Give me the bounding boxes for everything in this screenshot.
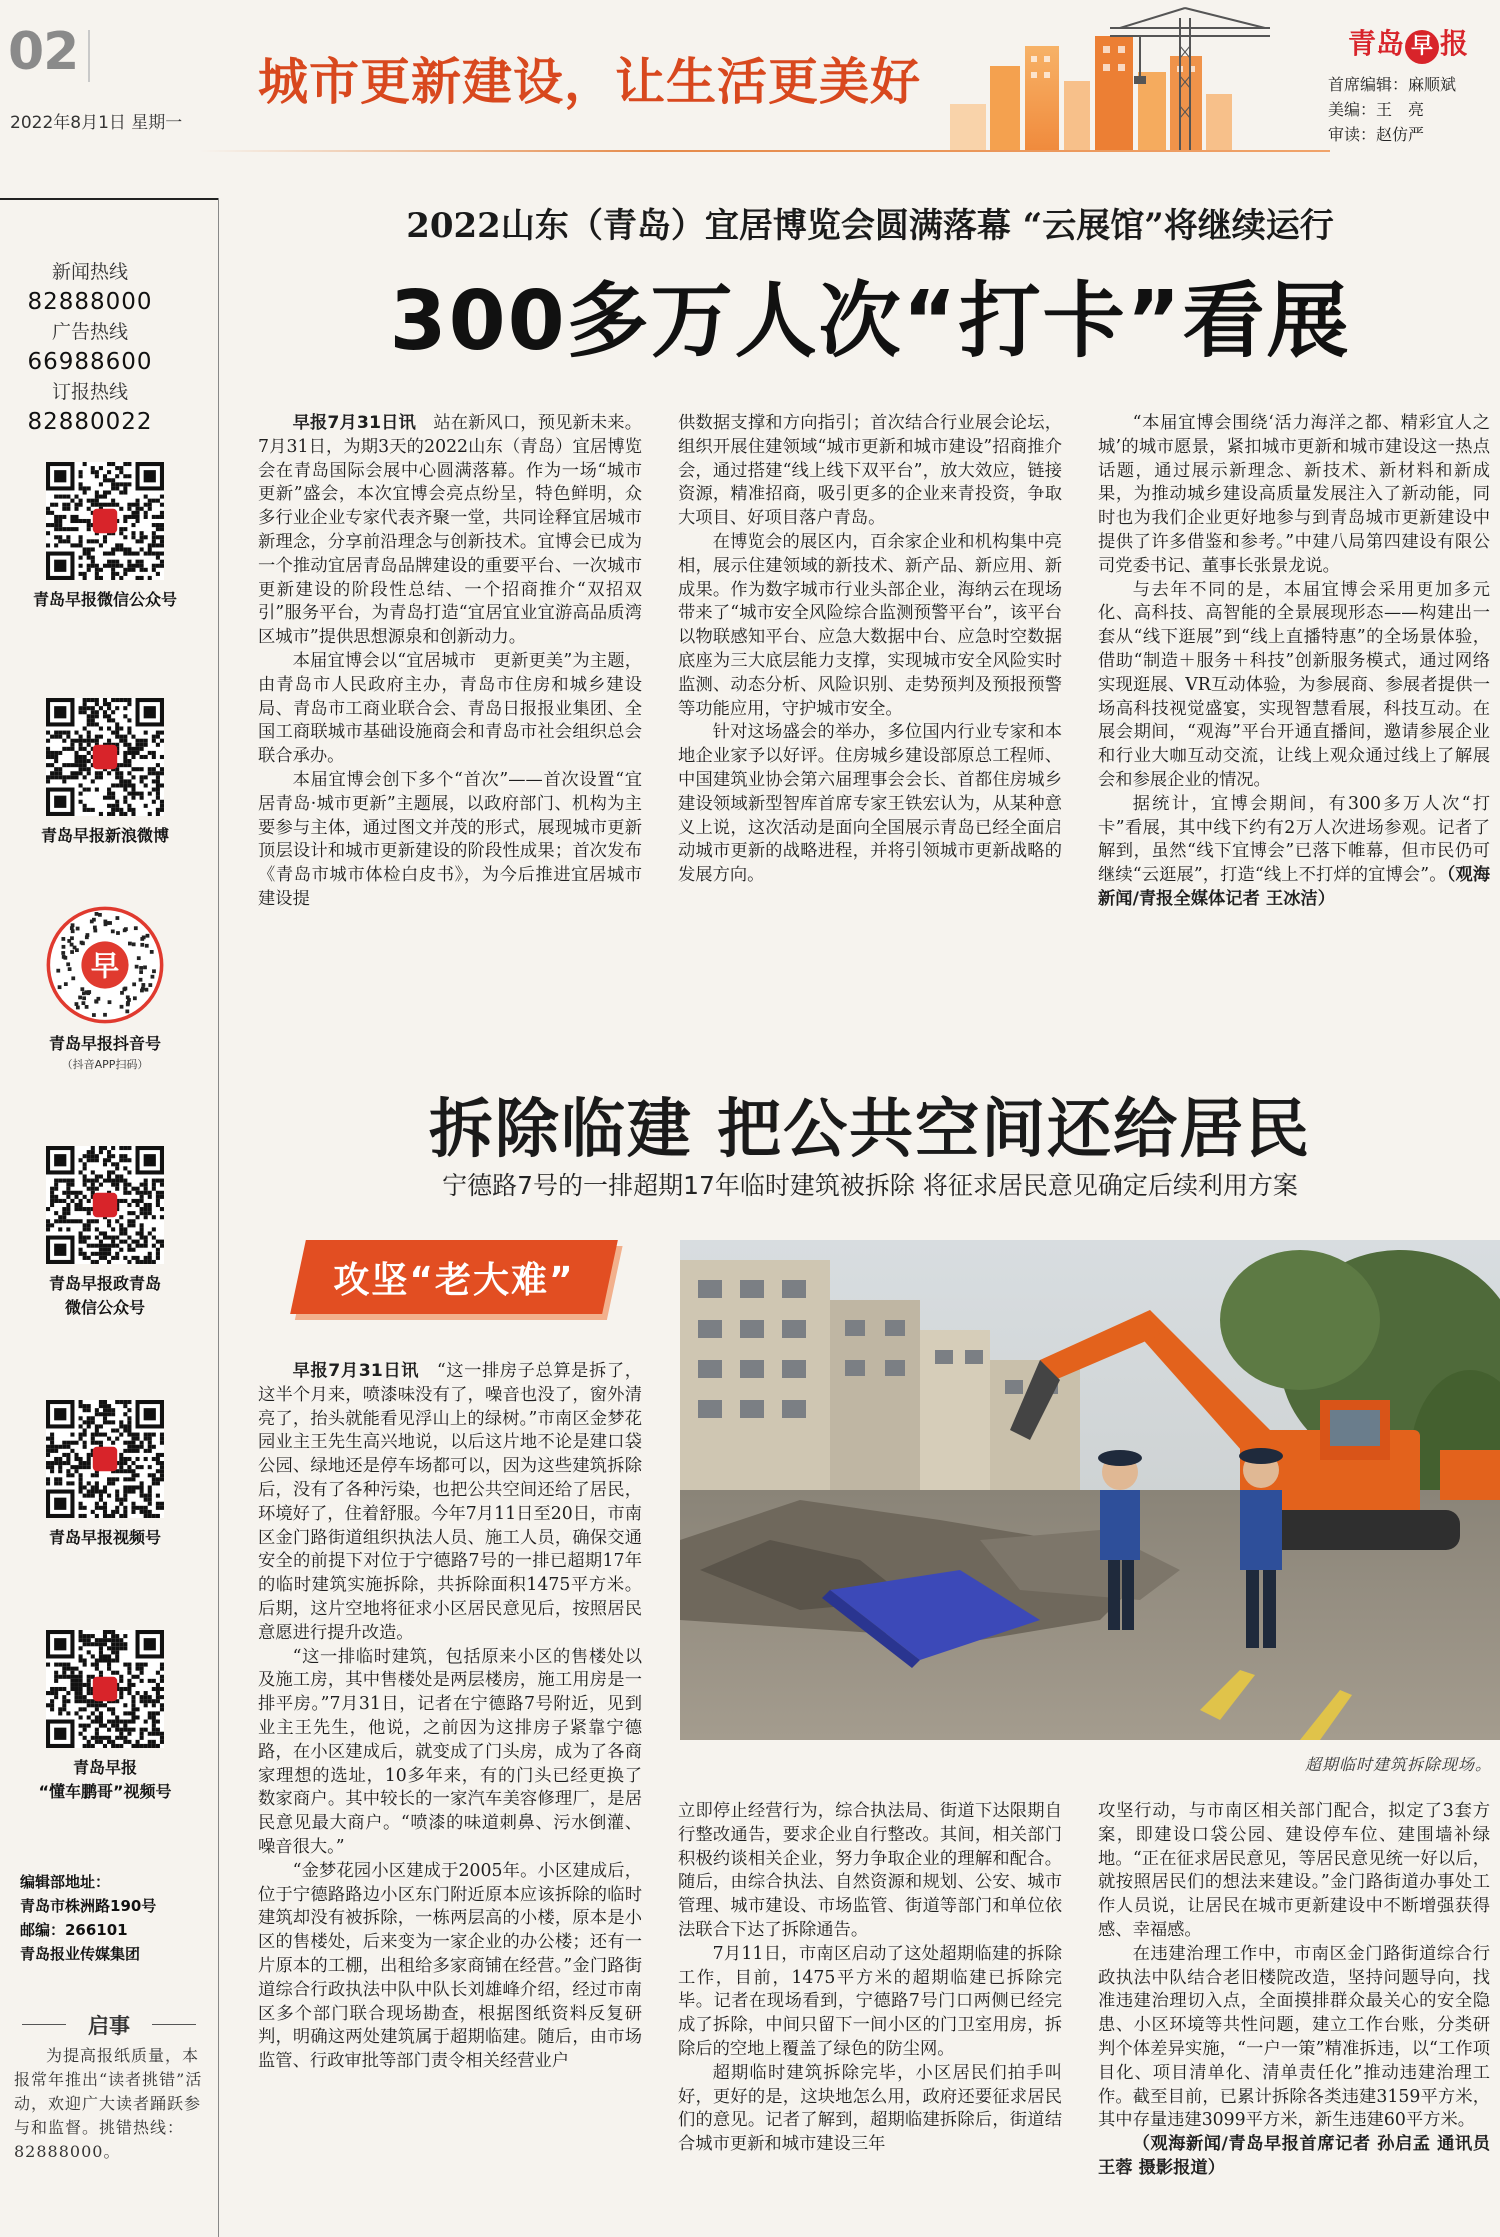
article-paragraph: 攻坚行动，与市南区相关部门配合，拟定了3套方案，即建设口袋公园、建设停车位、建围墙补绿地。“正在征求居民意见，等居民意见统一好以后，就按照居民们的想法来建设。”金门路街道办事处工作人员说，让居民在城市更新建设中不断增强获得感、幸福感。 [1098,1801,1490,1940]
article-paragraph: 与去年不同的是，本届宜博会采用更加多元化、高科技、高智能的全景展现形态——构建出一套从“线下逛展”到“线上直播特惠”的全场景体验，借助“制造＋服务＋科技”创新服务模式，通过网络实现逛展、VR互动体验，为参展商、参展者提供一场高科技视觉盛宴，实现智慧看展，科技互动。在展会期间，“观海”平台开通直播间，邀请参展企业和行业大咖互动交流，让线上观众通过线上了解展会和参展企业的情况。 [1098,579,1490,790]
qr-caption: 青岛早报政青岛 微信公众号 [48,1274,161,1317]
article1-subhead: 2022山东（青岛）宜居博览会圆满落幕 “云展馆”将继续运行 [406,206,1334,246]
article-paragraph: “这一排临时建筑，包括原来小区的售楼处以及施工房，其中售楼处是两层楼房，施工用房是一排平房。”7月31日，记者在宁德路7号附近，见到业主王先生，他说，之前因为这排房子紧靠宁德路，在小区建成后，就变成了门头房，成为了各商家理想的选址，10多年来，有的门头已经更换了数家商户。其中较长的一家汽车美容修理厂，是居民意见最大商户。“喷漆的味道刺鼻、污水倒灌、噪音很大。” [258,1646,642,1857]
paragraph-text: 据统计，宜博会期间，有300多万人次“打卡”看展，其中线下约有2万人次进场参观。记者了解到，虽然“线下宜博会”已落下帷幕，但市民仍可继续“云逛展”，打造“线上不打烊的宜博会”。 [1098,793,1490,886]
demolition-scene-photo [680,1240,1500,1740]
hotline-label: 订报热线 [51,381,128,403]
article-paragraph: 超期临时建筑拆除完毕，小区居民们拍手叫好，更好的是，这块地怎么用，政府还要征求居民们的意见。记者了解到，超期临建拆除后，街道结合城市更新和城市建设三年 [678,2062,1062,2155]
address-label: 编辑部地址： [20,1873,111,1891]
article2-byline: （观海新闻/青岛早报首席记者 孙启孟 通讯员 王蓉 摄影报道） [1098,2134,1490,2178]
subscribe-hotline [0,378,180,438]
notice-title: 启事 [14,2010,204,2040]
brand-logo [1348,22,1468,64]
article1-column-3 [1098,412,1490,1004]
art-editor: 美编：王 亮 [1328,100,1425,119]
qr-wechat[interactable] [0,462,210,612]
issue-date: 2022年8月1日 星期一 [10,113,183,133]
page-number-divider [88,30,90,82]
article2-column-1 [258,1360,642,2237]
dateline: 早报7月31日讯 [292,413,416,433]
qr-zhengqingdao[interactable] [0,1146,210,1320]
city-skyline-crane-icon [930,6,1290,156]
article-paragraph: 供数据支撑和方向指引；首次结合行业展会论坛，组织开展住建领域“城市更新和城市建设”招商推介会，通过搭建“线上线下双平台”，放大效应，链接资源，精准招商，吸引更多的企业来青投资，争取大项目、好项目落户青岛。 [678,413,1062,529]
article-paragraph: 在博览会的展区内，百余家企业和机构集中亮相，展示住建领域的新技术、新产品、新应用、新成果。作为数字城市行业头部企业，海纳云在现场带来了“城市安全风险综合监测预警平台”，该平台以物联感知平台、应急大数据中台、应急时空数据底座为三大底层能力支撑，实现城市安全风险实时监测、动态分析、风险识别、走势预判及预报预警等功能应用，守护城市安全。 [678,531,1062,719]
brand-suffix: 报 [1440,27,1469,60]
article-paragraph: 针对这场盛会的举办，多位国内行业专家和本地企业家予以好评。住房城乡建设部原总工程师、中国建筑业协会第六届理事会会长、首都住房城乡建设领域新型智库首席专家王铁宏认为，从某种意义上说，这次活动是面向全国展示青岛已经全面启动城市更新的战略进程，并将引领城市更新战略的发展方向。 [678,722,1062,886]
qr-code-icon [46,698,164,816]
article-paragraph: “本届宜博会围绕‘活力海洋之都、精彩宜人之城’的城市愿景，紧扣城市更新和城市建设这一热点话题，通过展示新理念、新技术、新材料和新成果，为推动城乡建设高质量发展注入了新动能，同时也为我们企业更好地参与到青岛城市更新建设中提供了许多借鉴和参考。”中建八局第四建设有限公司党委书记、董事长张景龙说。 [1098,413,1490,576]
brand-name: 青岛 [1348,27,1405,60]
article-paragraph: “金梦花园小区建成于2005年。小区建成后，位于宁德路路边小区东门附近原本应该拆除的临时建筑却没有被拆除，一栋两层高的小楼，原本是小区的售楼处，后来变为一家企业的办公楼；还有一片原本的工棚，出租给多家商铺在经营。”金门路街道综合行政执法中队中队长刘雄峰介绍，经过市南区多个部门联合现场勘查，根据图纸资料反复研判，明确这两处建筑属于超期临建。随后，由市场监管、行政审批等部门责令相关经营业户 [258,1860,642,2072]
sidebar-top-rule [0,198,218,200]
chief-editor: 首席编辑：麻顺斌 [1328,75,1457,94]
article-paragraph: 7月11日，市南区启动了这处超期临建的拆除工作，目前，1475平方米的超期临建已拆除完毕。记者在现场看到，宁德路7号门口两侧已经完成了拆除，中间只留下一间小区的门卫室用房，拆除后的空地上覆盖了绿色的防尘网。 [678,1943,1062,2059]
qr-weibo[interactable] [0,698,210,848]
editors-credits [1328,72,1456,147]
article2-subhead: 宁德路7号的一排超期17年临时建筑被拆除 将征求居民意见确定后续利用方案 [442,1171,1298,1200]
article1-byline: （观海新闻/青报全媒体记者 王冰洁） [1098,865,1490,909]
article-paragraph: 本届宜博会创下多个“首次”——首次设置“宜居青岛·城市更新”主题展，以政府部门、机构为主要参与主体，通过图文并茂的形式，展现城市更新顶层设计和城市更新建设的阶段性成果；首次发布《青岛市城市体检白皮书》，为今后推进宜居城市建设提 [258,769,642,909]
qr-caption: 青岛早报微信公众号 [32,590,177,609]
article-paragraph: 本届宜博会以“宜居城市 更新更美”为主题，由青岛市人民政府主办，青岛市住房和城乡建设局、青岛市工商业联合会、青岛日报报业集团、全国工商联城市基础设施商会和青岛市社会组织总会联合承办。 [258,650,642,767]
address-postcode: 邮编：266101 [20,1921,128,1939]
page-header [0,0,1500,165]
qr-code-icon [46,1400,164,1518]
header-gradient-rule [200,150,1330,152]
editorial-address [20,1870,156,1966]
tag-label: 攻坚“老大难” [333,1260,575,1301]
qr-code-icon [46,462,164,580]
section-tag [298,1240,610,1314]
hotline-label: 广告热线 [51,321,128,343]
hotline-number: 66988600 [27,349,153,375]
news-hotline [0,258,180,318]
qr-dongche[interactable] [0,1630,210,1804]
ad-hotline [0,318,180,378]
article1-column-1 [258,412,642,1004]
qr-code-icon [46,1630,164,1748]
sidebar-divider [218,198,219,2237]
brand-badge: 早 [1405,30,1439,64]
hotline-number: 82888000 [27,289,153,315]
hotline-number: 82880022 [27,409,153,435]
svg-text:早: 早 [90,949,120,983]
douyin-qr-icon [46,906,164,1024]
section-title: 城市更新建设，让生活更美好 [258,52,921,111]
article-paragraph: 立即停止经营行为，综合执法局、街道下达限期自行整改通告，要求企业自行整改。其间，相关部门积极约谈相关企业，努力争取企业的理解和配合。随后，由综合执法、自然资源和规划、公安、城市管理、城市建设、市场监管、街道等部门和单位依法联合下达了拆除通告。 [678,1801,1062,1940]
qr-caption: 青岛早报抖音号 [48,1034,161,1053]
qr-video[interactable] [0,1400,210,1550]
qr-code-icon [46,1146,164,1264]
article2-headline: 拆除临建 把公共空间还给居民 [428,1093,1312,1167]
qr-caption: 青岛早报新浪微博 [40,826,169,845]
article1-headline: 300多万人次“打卡”看展 [389,274,1351,369]
address-group: 青岛报业传媒集团 [20,1945,141,1963]
proofreader: 审读：赵仿严 [1328,125,1425,144]
hotlines [0,258,180,438]
article1-column-2 [678,412,1062,1004]
qr-caption: 青岛早报 “懂车鹏哥”视频号 [38,1758,172,1801]
address-street: 青岛市株洲路190号 [20,1897,157,1915]
paragraph-text: “这一排房子总算是拆了，这半个月来，喷漆味没有了，噪音也没了，窗外清亮了，抬头就能看见浮山上的绿树。”市南区金梦花园业主王先生高兴地说，以后这片地不论是建口袋公园、绿地还是停车场都可以，因为这些建筑拆除后，没有了各种污染，也把公共空间还给了居民，环境好了，住着舒服。今年7月11日至20日，市南区金门路街道组织执法人员、施工人员，确保交通安全的前提下对位于宁德路7号的一排已超期17年的临时建筑实施拆除，共拆除面积1475平方米。后期，这片空地将征求小区居民意见后，按照居民意愿进行提升改造。 [258,1361,642,1643]
reader-notice [14,2010,204,2164]
page-number: 02 [8,22,79,82]
hotline-label: 新闻热线 [51,261,128,283]
article2-column-3 [1098,1800,1490,2237]
dateline: 早报7月31日讯 [292,1361,420,1381]
article-paragraph [258,412,642,650]
notice-body: 为提高报纸质量，本报常年推出“读者挑错”活动，欢迎广大读者踊跃参与和监督。挑错热线：82888000。 [14,2046,203,2161]
qr-caption: 青岛早报视频号 [48,1528,161,1547]
article-paragraph [1098,2133,1490,2181]
qr-subcaption: （抖音APP扫码） [61,1058,149,1071]
article-paragraph: 在违建治理工作中，市南区金门路街道综合行政执法中队结合老旧楼院改造，坚持问题导向，找准违建治理切入点，全面摸排群众最关心的安全隐患、小区环境等共性问题，建立工作台账，分类研判个体差异实施，“一户一策”精准拆违，以“工作项目化、项目清单化、清单责任化”推动违建治理工作。截至目前，已累计拆除各类违建3159平方米，其中存量违建3099平方米，新生违建60平方米。 [1098,1943,1490,2131]
qr-douyin[interactable] [0,906,210,1072]
photo-caption: 超期临时建筑拆除现场。 [1304,1755,1492,1774]
article-paragraph [258,1360,642,1646]
article-paragraph [1098,793,1490,912]
article2-column-2 [678,1800,1062,2237]
paragraph-text: 站在新风口，预见新未来。7月31日，为期3天的2022山东（青岛）宜居博览会在青岛国际会展中心圆满落幕。作为一场“城市更新”盛会，本次宜博会亮点纷呈，特色鲜明，众多行业企业专家代表齐聚一堂，共同诠释宜居城市新理念，分享前沿理念与创新技术。宜博会已成为一个推动宜居青岛品牌建设的重要平台、一次城市更新建设的阶段性总结、一个招商推介“双招双引”服务平台，为青岛打造“宜居宜业宜游高品质湾区城市”提供思想源泉和创新动力。 [258,413,642,648]
